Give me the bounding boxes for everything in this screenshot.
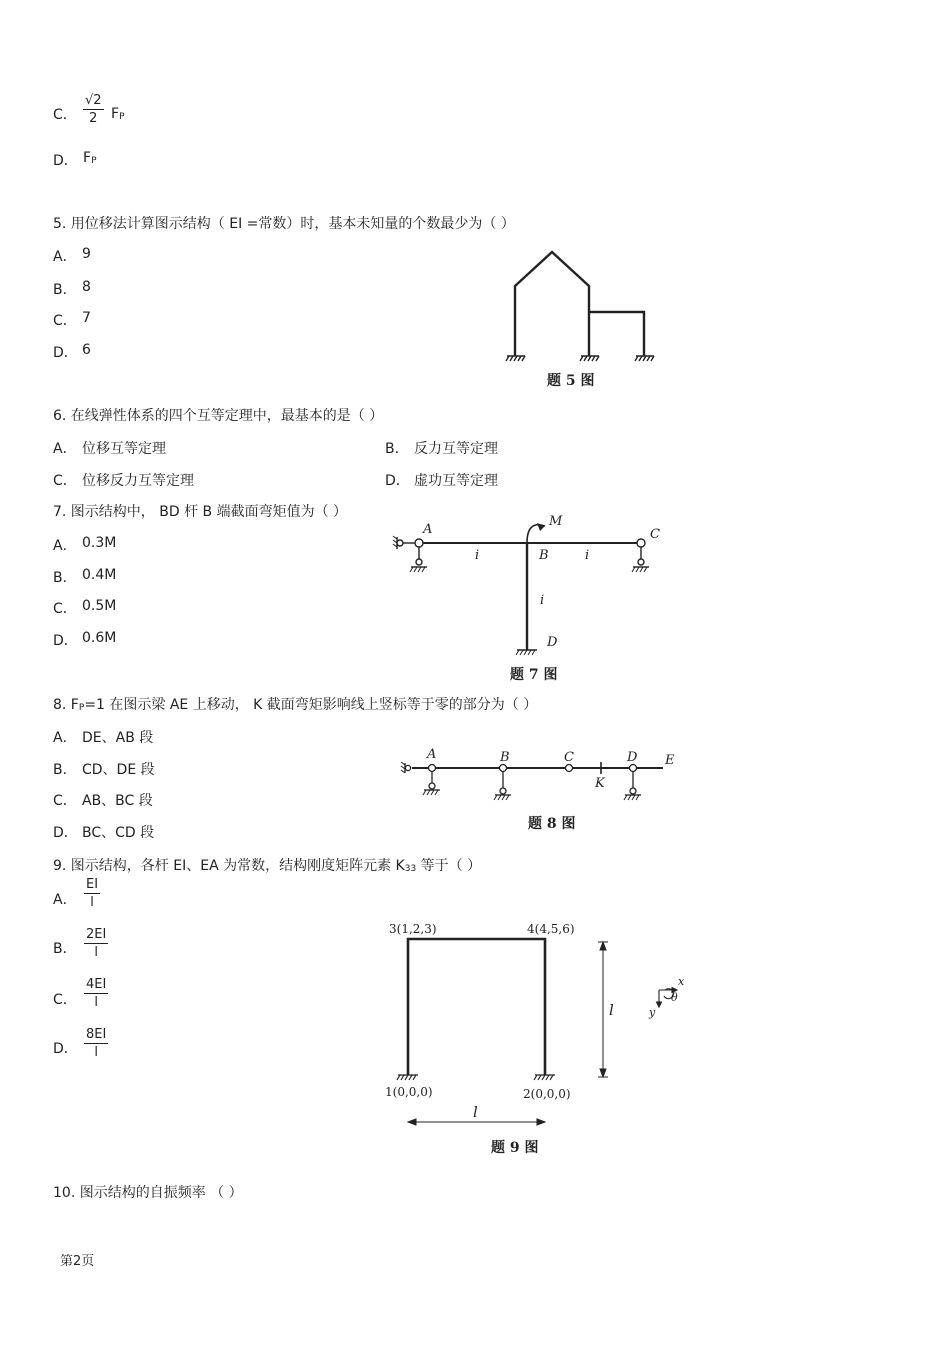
q9-option-d-den: l bbox=[94, 1045, 98, 1060]
q9-option-b-label: B． bbox=[53, 941, 77, 957]
q5-stem: 5. 用位移法计算图示结构（ EI =常数）时，基本未知量的个数最少为（ ） bbox=[53, 216, 515, 232]
q10-stem: 10. 图示结构的自振频率 （ ） bbox=[53, 1185, 243, 1201]
q9-option-d-label: D． bbox=[53, 1041, 78, 1057]
q5-option-a-text: 9 bbox=[82, 246, 91, 262]
q7-label-m: M bbox=[549, 514, 563, 529]
q7-label-i-left: i bbox=[475, 548, 480, 563]
q5-option-d-text: 6 bbox=[82, 342, 91, 358]
q8-option-d-text: BC、CD 段 bbox=[82, 825, 155, 841]
q7-label-d: D bbox=[547, 635, 558, 650]
q8-option-b-label: B． bbox=[53, 762, 77, 778]
q8-label-e: E bbox=[665, 753, 675, 768]
q4-option-c-sub: P bbox=[119, 112, 125, 122]
q9-option-b-num: 2EI bbox=[86, 927, 107, 942]
q8-option-c-text: AB、BC 段 bbox=[82, 793, 153, 809]
q9-axis-y: y bbox=[649, 1006, 656, 1019]
q5-option-b-label: B． bbox=[53, 282, 77, 298]
q4-option-c-fp: F bbox=[111, 106, 120, 122]
q8-option-d-label: D． bbox=[53, 825, 78, 841]
q8-option-c-label: C． bbox=[53, 793, 77, 809]
q5-frame-members bbox=[515, 252, 589, 356]
q7-supports bbox=[397, 537, 649, 650]
q7-figure-caption: 题 7 图 bbox=[510, 667, 558, 683]
q7-figure bbox=[383, 512, 671, 684]
q8-option-a-text: DE、AB 段 bbox=[82, 730, 154, 746]
q7-option-c-label: C． bbox=[53, 601, 77, 617]
q9-width-label: l bbox=[473, 1103, 478, 1121]
q8-figure-caption: 题 8 图 bbox=[528, 816, 576, 832]
q4-option-c-suffix bbox=[111, 106, 125, 122]
q9-option-c-label: C． bbox=[53, 992, 77, 1008]
q9-node-4: 4(4,5,6) bbox=[527, 922, 575, 936]
q9-frame-diagram bbox=[383, 917, 690, 1159]
q8-label-b: B bbox=[500, 750, 510, 765]
q4-option-c-denominator: 2 bbox=[89, 111, 98, 126]
q8-stem-rest: =1 在图示梁 AE 上移动， K 截面弯矩影响线上竖标等于零的部分为（ ） bbox=[84, 697, 538, 713]
q9-option-c-den: l bbox=[94, 995, 98, 1010]
q7-option-c-text: 0.5M bbox=[82, 598, 117, 614]
q4-option-d-sub: P bbox=[91, 156, 97, 166]
q7-label-b: B bbox=[539, 548, 549, 563]
q7-option-b-label: B． bbox=[53, 570, 77, 586]
q9-option-d-fraction bbox=[84, 1027, 108, 1060]
q7-label-i-vertical: i bbox=[540, 593, 545, 608]
q9-stem-sub: 33 bbox=[404, 864, 417, 874]
q7-option-d-text: 0.6M bbox=[82, 630, 117, 646]
q8-label-k: K bbox=[595, 776, 605, 791]
q6-option-a-text: 位移互等定理 bbox=[82, 441, 166, 457]
q8-label-a: A bbox=[427, 747, 437, 762]
q8-option-b-text: CD、DE 段 bbox=[82, 762, 155, 778]
q6-stem: 6. 在线弹性体系的四个互等定理中，最基本的是（ ） bbox=[53, 408, 384, 424]
q8-label-d: D bbox=[627, 750, 638, 765]
q8-stem-prefix: 8. F bbox=[53, 697, 79, 713]
q5-figure bbox=[505, 246, 657, 390]
q4-option-d-fp: F bbox=[83, 150, 92, 166]
q9-stem-rest: 等于（ ） bbox=[416, 858, 482, 874]
q8-stem-sub: P bbox=[78, 703, 85, 713]
q9-figure bbox=[383, 917, 690, 1159]
q6-option-d-label: D． bbox=[385, 473, 410, 489]
q4-option-d-text bbox=[83, 150, 97, 166]
q9-node-1: 1(0,0,0) bbox=[385, 1085, 433, 1099]
q6-option-b-label: B． bbox=[385, 441, 409, 457]
q9-axis-theta: θ bbox=[671, 991, 678, 1004]
q4-option-c-numerator: √2 bbox=[85, 93, 102, 108]
q9-dimension-lines bbox=[408, 942, 608, 1125]
q7-label-a: A bbox=[423, 522, 433, 537]
q4-option-d-label: D． bbox=[53, 153, 78, 169]
q9-option-c-num: 4EI bbox=[86, 977, 107, 992]
q5-right-bay bbox=[589, 312, 644, 356]
q5-frame-diagram bbox=[505, 246, 657, 390]
q9-stem-prefix: 9. 图示结构，各杆 EI、EA 为常数，结构刚度矩阵元素 K bbox=[53, 858, 405, 874]
page-number: 第2页 bbox=[60, 1254, 95, 1269]
q7-option-a-label: A． bbox=[53, 538, 77, 554]
q4-option-c-fraction bbox=[83, 93, 104, 126]
q5-option-c-label: C． bbox=[53, 313, 77, 329]
q7-option-a-text: 0.3M bbox=[82, 535, 117, 551]
q9-option-d-num: 8EI bbox=[86, 1027, 107, 1042]
q9-option-a-num: EI bbox=[86, 877, 99, 892]
q5-fixed-supports bbox=[506, 356, 654, 361]
q9-height-label: l bbox=[609, 1001, 614, 1019]
q9-node-3: 3(1,2,3) bbox=[389, 922, 437, 936]
q9-fixed-supports bbox=[397, 1075, 555, 1080]
q9-option-a-fraction bbox=[84, 877, 100, 910]
q7-stem: 7. 图示结构中， BD 杆 B 端截面弯矩值为（ ） bbox=[53, 504, 348, 520]
q9-node-2: 2(0,0,0) bbox=[523, 1087, 571, 1101]
q8-label-c: C bbox=[564, 750, 574, 765]
q7-frame-diagram bbox=[383, 512, 671, 684]
q9-option-b-fraction bbox=[84, 927, 108, 960]
q6-option-d-text: 虚功互等定理 bbox=[414, 473, 498, 489]
q8-stem bbox=[53, 694, 537, 714]
q7-label-c: C bbox=[650, 527, 660, 542]
q5-option-a-label: A． bbox=[53, 249, 77, 265]
q9-stem bbox=[53, 855, 481, 875]
q7-label-i-right: i bbox=[585, 548, 590, 563]
q9-option-b-den: l bbox=[94, 945, 98, 960]
q6-option-b-text: 反力互等定理 bbox=[414, 441, 498, 457]
q9-figure-caption: 题 9 图 bbox=[491, 1140, 539, 1156]
q9-frame-members bbox=[408, 939, 545, 1075]
q6-option-c-text: 位移反力互等定理 bbox=[82, 473, 194, 489]
q6-option-c-label: C． bbox=[53, 473, 77, 489]
q9-option-a-den: l bbox=[90, 895, 94, 910]
q7-option-d-label: D． bbox=[53, 633, 78, 649]
q5-figure-caption: 题 5 图 bbox=[547, 373, 595, 389]
q8-option-a-label: A． bbox=[53, 730, 77, 746]
q9-option-c-fraction bbox=[84, 977, 108, 1010]
q5-option-b-text: 8 bbox=[82, 279, 91, 295]
q9-option-a-label: A． bbox=[53, 892, 77, 908]
q4-option-c-label: C． bbox=[53, 107, 77, 123]
q5-option-c-text: 7 bbox=[82, 310, 91, 326]
q7-option-b-text: 0.4M bbox=[82, 567, 117, 583]
q8-figure bbox=[397, 746, 680, 832]
q5-option-d-label: D． bbox=[53, 345, 78, 361]
q9-axis-x: x bbox=[678, 975, 685, 988]
q6-option-a-label: A． bbox=[53, 441, 77, 457]
